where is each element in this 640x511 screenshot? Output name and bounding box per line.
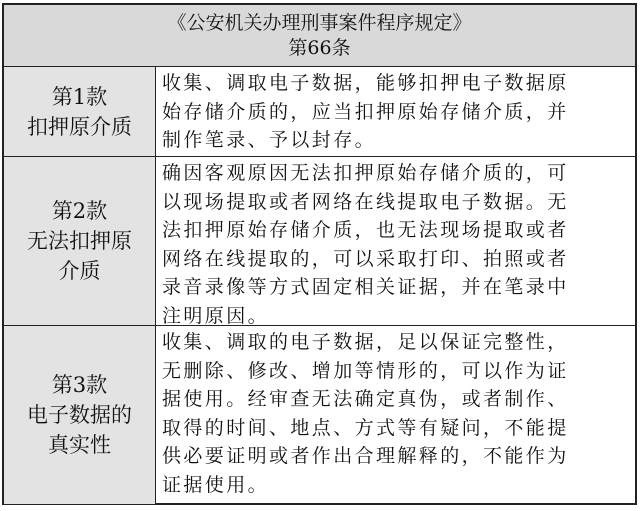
clause-label-line: 扣押原介质 xyxy=(27,114,132,139)
clause-text xyxy=(156,157,635,325)
clause-text-line: 法扣押原始存储介质，也无法现场提取或者 xyxy=(162,219,569,241)
clause-label-line: 真实性 xyxy=(48,433,111,457)
clause-text-line: 证据使用。 xyxy=(162,473,270,496)
table-row xyxy=(4,67,635,157)
clause-text-line: 确因客观原因无法扣押原始存储介质的，可 xyxy=(162,162,569,184)
clause-text-line: 无删除、修改、增加等情形的，可以作为证 xyxy=(162,359,569,382)
clause-text-line: 始存储介质的，应当扣押原始存储介质，并 xyxy=(162,100,569,123)
clause-label xyxy=(4,67,156,156)
clause-label-line: 第3款 xyxy=(51,373,108,397)
clause-label-line: 无法扣押原 xyxy=(27,229,132,253)
clause-text-line: 收集、调取电子数据，能够扣押电子数据原 xyxy=(162,72,569,94)
clause-text-line: 录音录像等方式固定相关证据，并在笔录中 xyxy=(162,276,569,298)
article-number: 第66条 xyxy=(288,36,351,59)
clause-text xyxy=(156,326,635,504)
clause-text-line: 取得的时间、地点、方式等有疑问，不能提 xyxy=(162,416,569,439)
clause-label-line: 电子数据的 xyxy=(27,403,132,427)
clause-label xyxy=(4,326,156,504)
regulation-table xyxy=(2,3,637,505)
clause-text-line: 注明原因。 xyxy=(162,304,270,325)
clause-text-line: 供必要证明或者作出合理解释的，不能作为 xyxy=(162,445,569,467)
clause-text-line: 网络在线提取的，可以采取打印、拍照或者 xyxy=(162,247,569,270)
clause-text-line: 收集、调取的电子数据，足以保证完整性， xyxy=(162,331,569,353)
clause-label-line: 第2款 xyxy=(51,199,108,223)
clause-label xyxy=(4,157,156,325)
clause-label-line: 介质 xyxy=(58,259,101,283)
table-row xyxy=(4,326,635,504)
clause-label-line: 第1款 xyxy=(51,84,108,109)
clause-text-line: 以现场提取或者网络在线提取电子数据。无 xyxy=(162,190,569,213)
clause-text xyxy=(156,67,635,156)
document-title: 《公安机关办理刑事案件程序规定》 xyxy=(167,11,472,34)
clause-text-line: 据使用。经审查无法确定真伪，或者制作、 xyxy=(162,388,569,410)
clause-text-line: 制作笔录、予以封存。 xyxy=(162,129,377,151)
table-row xyxy=(4,157,635,326)
table-header xyxy=(4,5,635,67)
